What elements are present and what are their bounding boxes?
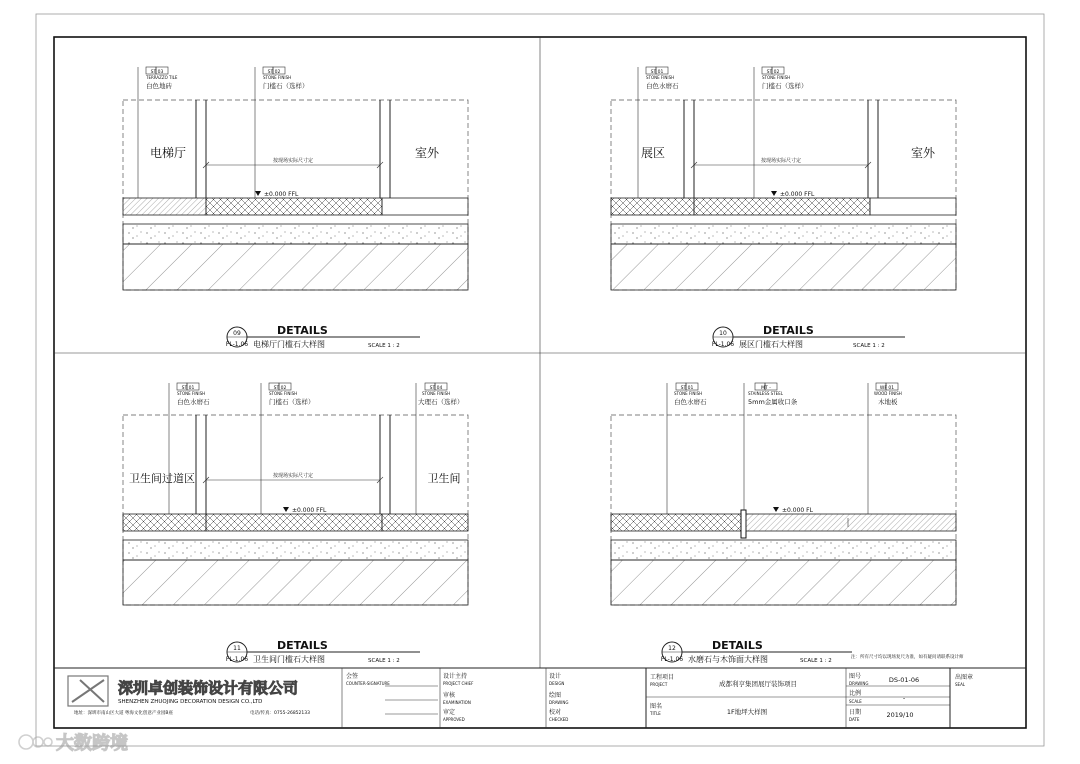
callout-cn: 白色水磨石 bbox=[646, 82, 679, 90]
scale-value: - bbox=[902, 694, 906, 702]
floor-right bbox=[382, 198, 468, 215]
detail-title: 卫生间门槛石大样图 bbox=[253, 655, 325, 664]
floor-tile-left bbox=[123, 514, 206, 531]
drawing-no: DS-01-06 bbox=[888, 676, 920, 684]
callout-en: STONE FINISH bbox=[646, 75, 675, 80]
level-marker-icon bbox=[255, 191, 261, 196]
role-en: CHECKED bbox=[549, 717, 569, 722]
countersign-en: COUNTER-SIGNATURE bbox=[346, 681, 390, 686]
detail-number: 11 bbox=[233, 645, 241, 652]
right-room-label: 卫生间 bbox=[427, 472, 461, 485]
watermark-text: 大数跨境 bbox=[56, 733, 128, 754]
role-cn: 绘图 bbox=[549, 692, 562, 699]
callout-code: ST 01 bbox=[680, 386, 694, 391]
countersign-cn: 会签 bbox=[346, 673, 359, 680]
screed-layer bbox=[611, 540, 956, 560]
callout-cn: 5mm金属收口条 bbox=[748, 398, 798, 406]
callout-1 bbox=[138, 67, 178, 198]
role-en: DESIGN bbox=[549, 681, 565, 686]
screed-layer bbox=[123, 540, 468, 560]
detail-title: 电梯厅门槛石大样图 bbox=[253, 340, 325, 349]
detail-10 bbox=[611, 67, 956, 349]
callout-code: ST 01 bbox=[181, 386, 195, 391]
title-label-cn: 图名 bbox=[650, 703, 663, 710]
date-value: 2019/10 bbox=[886, 711, 914, 719]
detail-scale: SCALE 1 : 2 bbox=[368, 343, 400, 349]
threshold-stone bbox=[206, 514, 382, 531]
level-text: ±0.000 FFL bbox=[292, 507, 327, 514]
level-marker-icon bbox=[773, 507, 779, 512]
callout-cn: 门槛石（选样） bbox=[762, 82, 808, 90]
screed-layer bbox=[611, 224, 956, 244]
callout-code: WF 01 bbox=[879, 386, 895, 391]
right-room-label: 室外 bbox=[910, 146, 936, 160]
callout-code: ST 04 bbox=[429, 386, 443, 391]
detail-title-block bbox=[226, 324, 420, 349]
watermark bbox=[19, 732, 128, 754]
callout-3 bbox=[416, 383, 464, 514]
wood-floor bbox=[746, 514, 956, 531]
role-cn: 审定 bbox=[443, 709, 456, 716]
threshold-stone bbox=[206, 198, 382, 215]
date-label-cn: 日期 bbox=[849, 709, 862, 716]
slab-layer bbox=[123, 244, 468, 290]
callout-cn: 木地板 bbox=[878, 398, 898, 406]
level-text: ±0.000 FL bbox=[782, 507, 813, 514]
callout-en: STAINLESS STEEL bbox=[748, 391, 783, 396]
level-marker-icon bbox=[771, 191, 777, 196]
dimension-note: 按现场实际尺寸定 bbox=[760, 158, 802, 164]
left-room-label: 卫生间过道区 bbox=[129, 472, 195, 485]
dimension-note: 按现场实际尺寸定 bbox=[272, 473, 314, 479]
detail-12 bbox=[611, 383, 964, 664]
detail-scale: SCALE 1 : 2 bbox=[853, 343, 885, 349]
role-en: APPROVED bbox=[443, 717, 465, 722]
callout-2 bbox=[261, 383, 315, 514]
callout-3 bbox=[868, 383, 902, 514]
detail-number: 10 bbox=[719, 330, 727, 337]
role-en: EXAMINATION bbox=[443, 700, 471, 705]
date-label-en: DATE bbox=[849, 717, 860, 722]
detail-heading: DETAILS bbox=[277, 639, 328, 652]
callout-cn: 门槛石（选样） bbox=[263, 82, 309, 90]
project-label-en: PROJECT bbox=[650, 682, 668, 687]
slab-layer bbox=[611, 244, 956, 290]
callout-1 bbox=[169, 383, 210, 514]
callout-code: ST 02 bbox=[267, 70, 281, 75]
company-name-en: SHENZHEN ZHUOJING DECORATION DESIGN CO.,LTD bbox=[118, 699, 263, 705]
callout-cn: 白色水磨石 bbox=[177, 398, 210, 406]
floor-tile-left bbox=[611, 198, 694, 215]
company-logo-icon bbox=[68, 676, 108, 706]
callout-cn: 白色水磨石 bbox=[674, 398, 707, 406]
floor-right bbox=[382, 514, 468, 531]
company-name-cn: 深圳卓创装饰设计有限公司 bbox=[118, 679, 299, 697]
detail-heading: DETAILS bbox=[277, 324, 328, 337]
callout-code: ST 03 bbox=[150, 70, 164, 75]
callout-2 bbox=[744, 383, 798, 510]
left-room-label: 电梯厅 bbox=[149, 146, 187, 160]
callout-en: STONE FINISH bbox=[269, 391, 298, 396]
detail-ref: FL-1.06 bbox=[225, 656, 249, 663]
callout-en: STONE FINISH bbox=[422, 391, 451, 396]
seal-label-en: SEAL bbox=[955, 682, 966, 687]
terrazzo-layer bbox=[611, 514, 741, 531]
drawing-no-label-en: DRAWING bbox=[849, 681, 869, 686]
detail-title-block bbox=[661, 639, 852, 664]
project-name: 成都利亨集团展厅装饰项目 bbox=[719, 680, 797, 688]
callout-en: STONE FINISH bbox=[263, 75, 292, 80]
general-note: 注：所有尺寸均以现场复尺为准，如有疑问请联系设计师 bbox=[851, 655, 964, 660]
detail-number: 09 bbox=[233, 330, 241, 337]
callout-code: MT - bbox=[761, 386, 771, 391]
dimension-note: 按现场实际尺寸定 bbox=[272, 158, 314, 164]
callout-2 bbox=[255, 67, 309, 198]
callout-en: STONE FINISH bbox=[674, 391, 703, 396]
company-address: 地址：深圳市南山区大道 粤海文化创意产业园B座 bbox=[74, 711, 174, 716]
detail-title-block bbox=[712, 324, 905, 349]
callout-code: ST 01 bbox=[650, 70, 664, 75]
detail-scale: SCALE 1 : 2 bbox=[368, 658, 400, 664]
drawing-no-label-cn: 图号 bbox=[849, 673, 862, 680]
detail-ref: FL-1.06 bbox=[225, 341, 249, 348]
scale-label-en: SCALE bbox=[849, 699, 862, 704]
floor-tile-left bbox=[123, 198, 206, 215]
callout-en: STONE FINISH bbox=[762, 75, 791, 80]
detail-ref: FL-1.06 bbox=[711, 341, 735, 348]
company-phone: 电话/传真：0755-26852133 bbox=[250, 711, 310, 716]
drawing-title: 1F地坪大样图 bbox=[726, 708, 768, 716]
right-room-label: 室外 bbox=[414, 146, 440, 160]
role-cn: 校对 bbox=[549, 709, 562, 716]
callout-code: ST 02 bbox=[273, 386, 287, 391]
level-text: ±0.000 FFL bbox=[264, 191, 299, 198]
project-label-cn: 工程项目 bbox=[650, 674, 675, 681]
slab-layer bbox=[611, 560, 956, 605]
callout-1 bbox=[667, 383, 707, 514]
seal-label-cn: 出图章 bbox=[955, 674, 974, 681]
callout-cn: 门槛石（选样） bbox=[269, 398, 315, 406]
left-room-label: 展区 bbox=[640, 146, 666, 160]
detail-heading: DETAILS bbox=[763, 324, 814, 337]
floor-right bbox=[870, 198, 956, 215]
role-cn: 设计 bbox=[549, 673, 562, 680]
detail-title-block bbox=[226, 639, 420, 664]
detail-11 bbox=[123, 383, 468, 664]
detail-09 bbox=[123, 67, 468, 349]
callout-en: WOOD FINISH bbox=[874, 391, 902, 396]
callout-cn: 白色地砖 bbox=[146, 82, 172, 90]
callout-cn: 大理石（选样） bbox=[418, 398, 464, 406]
detail-title: 水磨石与木饰面大样图 bbox=[688, 655, 768, 664]
screed-layer bbox=[123, 224, 468, 244]
detail-ref: FL-1.06 bbox=[660, 656, 684, 663]
level-text: ±0.000 FFL bbox=[780, 191, 815, 198]
detail-number: 12 bbox=[668, 645, 676, 652]
role-en: DRAWING bbox=[549, 700, 569, 705]
callout-1 bbox=[638, 67, 679, 198]
role-en: PROJECT CHIEF bbox=[443, 681, 474, 686]
role-cn: 设计主持 bbox=[443, 673, 468, 680]
slab-layer bbox=[123, 560, 468, 605]
callout-en: STONE FINISH bbox=[177, 391, 206, 396]
callout-code: ST 02 bbox=[766, 70, 780, 75]
callout-2 bbox=[754, 67, 808, 198]
role-cn: 审核 bbox=[443, 692, 456, 699]
level-marker-icon bbox=[283, 507, 289, 512]
title-block bbox=[54, 668, 1026, 728]
detail-scale: SCALE 1 : 2 bbox=[800, 658, 832, 664]
detail-heading: DETAILS bbox=[712, 639, 763, 652]
title-label-en: TITLE bbox=[650, 711, 661, 716]
callout-en: TERRAZZO TILE bbox=[146, 75, 178, 80]
watermark-logo-icon bbox=[19, 735, 52, 749]
metal-trim bbox=[741, 510, 746, 538]
detail-title: 展区门槛石大样图 bbox=[739, 340, 803, 349]
threshold-stone bbox=[694, 198, 870, 215]
scale-label-cn: 比例 bbox=[849, 690, 862, 697]
